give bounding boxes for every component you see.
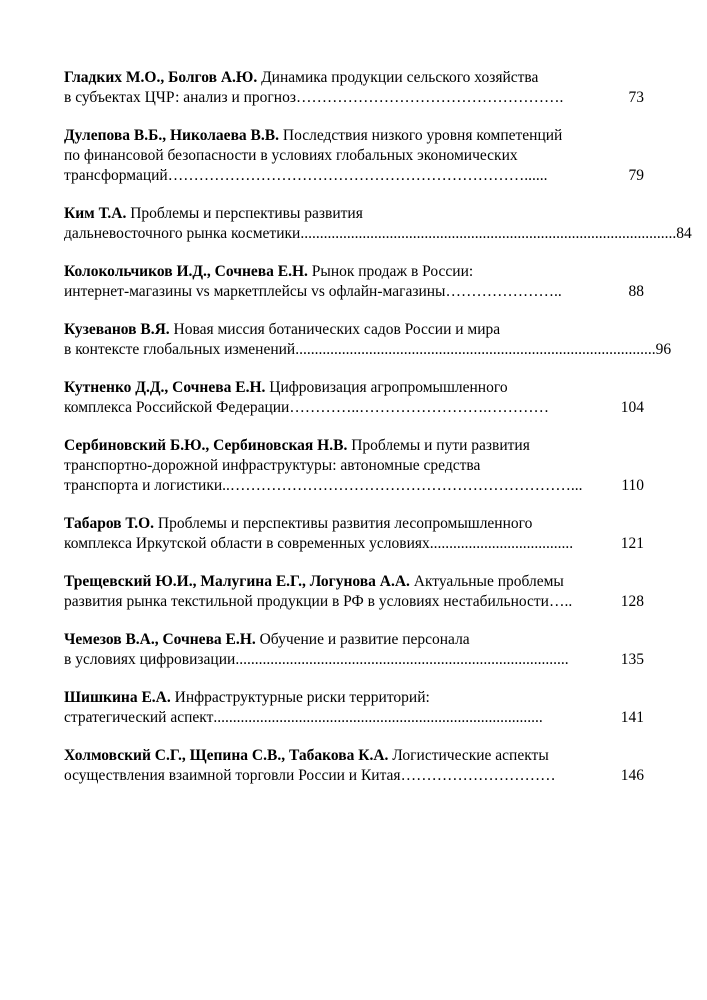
toc-entry — [64, 320, 672, 360]
toc-entry-authors: Кузеванов В.Я. — [64, 321, 170, 338]
toc-entry-text — [64, 127, 562, 144]
toc-entry — [64, 126, 644, 186]
toc-entry-line — [64, 708, 644, 728]
toc-entry-title: Проблемы и перспективы развития лесопромышленного — [157, 515, 533, 532]
toc-dot-leader: ............................................................................................. — [295, 341, 656, 358]
toc-page-number: 141 — [620, 709, 644, 726]
toc-dot-leader: ...................................................................................... — [235, 651, 569, 668]
toc-entry-line — [64, 688, 644, 708]
toc-entry-line — [64, 126, 644, 146]
toc-entry-text — [64, 573, 564, 590]
toc-entry-text — [64, 205, 363, 222]
toc-entry — [64, 514, 644, 554]
toc-entry-title: транспорта и логистики — [64, 477, 223, 494]
toc-entry-authors: Гладких М.О., Болгов А.Ю. — [64, 69, 258, 86]
toc-entry-text — [64, 476, 222, 496]
toc-entry-line — [64, 166, 644, 186]
toc-dot-leader: ................................................................................................. — [300, 225, 677, 242]
toc-entry — [64, 436, 644, 496]
toc-entry-authors: Дулепова В.Б., Николаева В.В. — [64, 127, 279, 144]
toc-entry-title: развития рынка текстильной продукции в РФ в условиях нестабильности — [64, 593, 549, 610]
toc-page-number: 73 — [628, 89, 644, 106]
toc-entry-line — [64, 224, 692, 244]
toc-entry-text — [64, 398, 289, 418]
toc-entry-authors: Чемезов В.А., Сочнева Е.Н. — [64, 631, 256, 648]
toc-entry-text — [64, 747, 549, 764]
toc-entry-line — [64, 766, 644, 786]
toc-entry-authors: Ким Т.А. — [64, 205, 127, 222]
toc-dot-leader: ……………………………………………. — [295, 89, 564, 106]
toc-entry — [64, 262, 644, 302]
toc-entry — [64, 630, 644, 670]
toc-dot-leader: ………………….. — [445, 283, 562, 300]
toc-entry-title: Последствия низкого уровня компетенций — [282, 127, 563, 144]
toc-entry-title: стратегический аспект — [64, 709, 214, 726]
toc-entry-line — [64, 68, 644, 88]
toc-entry-text — [64, 766, 401, 786]
toc-entry-text — [64, 69, 538, 86]
toc-entry-title: Актуальные проблемы — [413, 573, 564, 590]
toc-entry-text — [64, 340, 295, 360]
toc-page-number: 104 — [620, 399, 644, 416]
toc-entry-authors: Табаров Т.О. — [64, 515, 155, 532]
toc-entry-title: Проблемы и перспективы развития — [130, 205, 363, 222]
toc-entry-title: в контексте глобальных изменений — [64, 341, 296, 358]
toc-entry-line — [64, 592, 644, 612]
toc-entry-title: в условиях цифровизации — [64, 651, 236, 668]
toc-entry-authors: Шишкина Е.А. — [64, 689, 171, 706]
toc-entry-text — [64, 379, 508, 396]
toc-entry-line — [64, 378, 644, 398]
toc-entry-authors: Холмовский С.Г., Щепина С.В., Табакова К.А. — [64, 747, 389, 764]
toc-entry-line — [64, 534, 644, 554]
toc-entry-title: Цифровизация агропромышленного — [269, 379, 508, 396]
toc-entry-authors: Кутненко Д.Д., Сочнева Е.Н. — [64, 379, 266, 396]
toc-entry — [64, 688, 644, 728]
toc-entry-line — [64, 204, 644, 224]
toc-entry-title: интернет-магазины vs маркетплейсы vs офлайн-магазины — [64, 283, 446, 300]
toc-page-number: 135 — [620, 651, 644, 668]
toc-entry-text — [64, 534, 430, 554]
toc-entry-line — [64, 746, 644, 766]
toc-entry — [64, 204, 692, 244]
toc-entry-authors: Колокольчиков И.Д., Сочнева Е.Н. — [64, 263, 308, 280]
toc-page-number: 110 — [621, 477, 644, 494]
toc-entry-text — [64, 282, 445, 302]
toc-entry-authors: Трещевский Ю.И., Малугина Е.Г., Логунова А.А. — [64, 573, 410, 590]
toc-entry-line — [64, 320, 644, 340]
toc-entry-line — [64, 88, 644, 108]
toc-dot-leader: ..................................................................................... — [213, 709, 543, 726]
toc-entry-title: Логистические аспекты — [392, 747, 549, 764]
toc-entry — [64, 572, 644, 612]
toc-entry-line — [64, 456, 644, 476]
toc-page-number: 121 — [620, 535, 644, 552]
toc-entry-line — [64, 572, 644, 592]
toc-entry-text — [64, 88, 296, 108]
toc-entry-title: Проблемы и пути развития — [351, 437, 530, 454]
toc-entry-title: Рынок продаж в России: — [311, 263, 474, 280]
toc-entry-authors: Сербиновский Б.Ю., Сербиновская Н.В. — [64, 437, 348, 454]
toc-entry-title: осуществления взаимной торговли России и Китая — [64, 767, 401, 784]
toc-entry-line — [64, 340, 672, 360]
toc-entry — [64, 68, 644, 108]
toc-entry-line — [64, 436, 644, 456]
toc-dot-leader: ..................................... — [429, 535, 574, 552]
toc-entry-text — [64, 631, 470, 648]
toc-entry-line — [64, 514, 644, 534]
toc-entry-text — [64, 457, 480, 474]
toc-entry-title: трансформаций — [64, 167, 168, 184]
toc-entry-text — [64, 708, 213, 728]
toc-dot-leader: ………………………… — [400, 767, 556, 784]
toc-entry-line — [64, 630, 644, 650]
toc-entry — [64, 378, 644, 418]
toc-entry-line — [64, 262, 644, 282]
toc-entry — [64, 746, 644, 786]
toc-entry-text — [64, 147, 518, 164]
toc-entry-title: по финансовой безопасности в условиях глобальных экономических — [64, 147, 518, 164]
toc-dot-leader: …………..…………………….………… — [289, 399, 549, 416]
toc-entry-title: комплекса Российской Федерации — [64, 399, 290, 416]
toc-entry-title: Инфраструктурные риски территорий: — [174, 689, 430, 706]
toc-dot-leader: ..…………………………………………………………... — [222, 477, 583, 494]
toc-dot-leader: ……………………………………………………………...... — [167, 167, 548, 184]
toc-entry-title: в субъектах ЦЧР: анализ и прогноз — [64, 89, 296, 106]
toc-entry-text — [64, 321, 500, 338]
toc-entry-title: дальневосточного рынка косметики — [64, 225, 301, 242]
toc-entry-line — [64, 650, 644, 670]
table-of-contents — [64, 68, 692, 804]
toc-entry-line — [64, 398, 644, 418]
toc-entry-title: Обучение и развитие персонала — [259, 631, 470, 648]
toc-entry-text — [64, 515, 532, 532]
toc-entry-title: Новая миссия ботанических садов России и мира — [173, 321, 501, 338]
toc-page-number: 96 — [655, 341, 672, 358]
toc-dot-leader: ….. — [548, 593, 573, 610]
toc-entry-text — [64, 650, 235, 670]
toc-entry-text — [64, 263, 473, 280]
toc-entry-title: транспортно-дорожной инфраструктуры: автономные средства — [64, 457, 481, 474]
toc-page-number: 146 — [620, 767, 644, 784]
toc-page-number: 79 — [628, 167, 644, 184]
toc-entry-text — [64, 166, 168, 186]
toc-entry-title: комплекса Иркутской области в современных условиях — [64, 535, 430, 552]
toc-entry-line — [64, 282, 644, 302]
toc-entry-title: Динамика продукции сельского хозяйства — [261, 69, 539, 86]
toc-entry-text — [64, 689, 430, 706]
toc-entry-text — [64, 592, 549, 612]
toc-entry-text — [64, 437, 530, 454]
toc-entry-line — [64, 146, 644, 166]
toc-page-number: 84 — [676, 225, 692, 242]
toc-page-number: 88 — [628, 283, 644, 300]
toc-entry-line — [64, 476, 644, 496]
toc-page-number: 128 — [620, 593, 644, 610]
toc-entry-text — [64, 224, 300, 244]
